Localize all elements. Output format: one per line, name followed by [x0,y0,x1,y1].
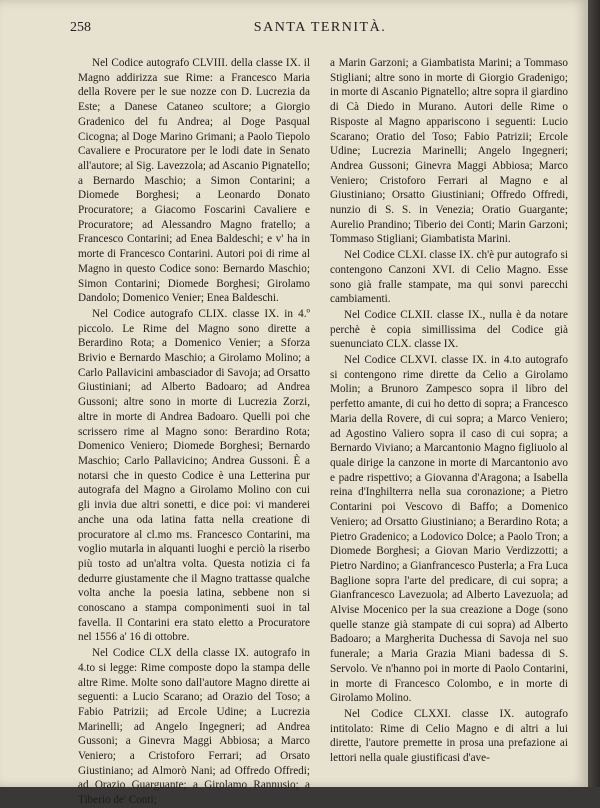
book-edge [588,0,600,787]
paragraph: Nel Codice CLX della classe IX. autografo in 4.to si legge: Rime composte dopo la stampa delle altre Rime. Molte sono dall'autore Magno dirette ai seguenti: a Lucio Scarano; ad Orazio del Toso; a Fabio Patrizii; ad Ercole Udine; a Lucrezia Marinelli; ad Angelo Ingegneri; ad Andrea Gussoni; a Ginevra Maggi Abbiosa; a Marco Veniero; a Cristoforo Ferrari; ad Orsato Giustiniano; ad Almorò Nani; ad Offredo Offredi; ad Orazio Guarguante; a Girolamo Rannusio; a Tiberio de' Conti; [78,647,310,807]
paragraph: Nel Codice autografo CLVIII. della classe IX. il Magno addirizza sue Rime: a Francesco Maria della Rovere per le sue nozze con D. Lucrezia da Este; a Danese Cataneo scultore; a Giorgio Gradenico del fu Andrea; al Doge Pasqual Cicogna; al Doge Marino Grimani; a Paolo Tiepolo Cavaliere e Procuratore per le lodi date in Senato all'autore; al Sig. Lavezzola; ad Ascanio Pignatello; a Bernardo Maschio; a Simon Contarini; a Diomede Borghesi; a Leonardo Donato Procuratore; a Giacomo Foscarini Cavaliere e Procuratore; ad Alessandro Magno fratello; a Francesco Contarini; ad Enea Baldeschi; e v' ha in morte di Francesco Contarini. Autori poi di rime al Magno in questo Codice sono: Bernardo Maschio; Simon Contarini; Diomede Borghesi; Girolamo Dandolo; Domenico Venier; Enea Baldeschi. [78,57,310,305]
page-header [70,20,570,42]
paragraph: Nel Codice CLXI. classe IX. ch'è pur autografo si contengono Canzoni XVI. di Celio Magno. Esse sono già fralle stampate, ma qui sonvi parecchi cambiamenti. [330,249,568,306]
page-number: 258 [70,20,91,35]
left-text-column [78,56,310,807]
paragraph: a Marin Garzoni; a Giambatista Marini; a Tommaso Stigliani; altre sono in morte di Giorgio Gradenigo; in morte di Ascanio Pignatello; altre sopra il giardino di Cà Diedo in Murano. Autori delle Rime o Risposte al Magno appariscono i seguenti: Lucio Scarano; Oratio del Toso; Fabio Patrizii; Ercole Udine; Lucrezia Marinelli; Angelo Ingegneri; Andrea Gussoni; Ginevra Maggi Abbiosa; Marco Veniero; Cristoforo Ferrari al Magno e al Giustiniano; Orsatto Giustiniani; Offredo Offredi, nunzio di S. S. in Venezia; Oratio Guargante; Aurelio Prandino; Tiberio dei Conti; Marin Garzoni; Tommaso Stigliani; Giambatista Marini. [330,57,568,246]
running-title: SANTA TERNITÀ. [253,20,387,35]
paragraph: Nel Codice CLXII. classe IX., nulla è da notare perchè è copia simillissima del Codice già suenunciato CLX. classe IX. [330,308,568,351]
paragraph: Nel Codice CLXXI. classe IX. autografo intitolato: Rime di Celio Magno e di altri a lui dirette, l'autore premette in prosa una prefazione ai lettori nella quale giustificasi d'ave- [330,707,568,765]
paragraph: Nel Codice autografo CLIX. classe IX. in 4.º piccolo. Le Rime del Magno sono dirette a Berardino Rota; a Domenico Venier; a Sforza Brivio e Bernardo Maschio; a Girolamo Molino; a Carlo Pallavicini ambasciador di Savoja; ad Orsatto Giustiniani; ad Alberto Badoaro; ad Andrea Gussoni; altre sono in morte di Lucrezia Zorzi, altre in morte di Andrea Badoaro. Quelli poi che scrissero rime al Magno sono: Berardino Rota; Domenico Veniero; Diomede Borghesi; Bernardo Maschio; Carlo Pallavicino; Andrea Gussoni. È a notarsi che in questo Codice è una Letterina pur autografa del Magno a Girolamo Molino con cui gli invia due altri sonetti, e dice poi: vi manderei anche una oda latina fatta nella creatione di procuratore al cl.mo ms. Francesco Contarini, ma voglio mutarla in alquanti luoghi e perciò la riserbo più tosto ad un'altra volta. Questa notizia ci fa dedurre giustamente che il Magno trattasse qualche volta anche la poesia latina, sebbene non si conoscano a stampa componimenti suoi in tal favella. Il Contarini era stato eletto a Procuratore nel 1556 a' 16 di ottobre. [78,307,310,644]
paragraph: Nel Codice CLXVI. classe IX. in 4.to autografo si contengono rime dirette da Celio a Girolamo Molin; a Brunoro Zampesco sopra il libro del perfetto amante, di cui ho detto di sopra; a Francesco Maria della Rovere, di cui sopra; a Marco Veniero; ad Agostino Valiero sopra il caso di cui sopra; a Bernardo Viviano; a Marcantonio Magno figliuolo al quale dirige la canzone in morte di Marcantonio avo e padre rispettivo; a Giovanna d'Aragona; a Isabella reina d'Inghilterra nella sua coronazione; a Pietro Contarini poi Vescovo di Baffo; a Domenico Veniero; ad Orsatto Giustiniano; a Berardino Rota; a Pietro Gradenico; a Lodovico Dolce; a Paolo Tron; a Diomede Borghesi; a Giovan Mario Verdizzotti; a Pietro Nardino; a Gianfrancesco Pusterla; a Fra Luca Baglione sopra l'arte del predicare, di cui sopra; a Gianfrancesco Lavezuola; ad Alberto Lavezuola; ad Alvise Mocenico per la sua creazione a Doge (sono quelle stanze già stampate di cui sopra) ad Alberto Badoaro; a Margherita Duchessa di Savoja nel suo funerale; a Maria Grazia Miani badessa di S. Servolo. Ve n'hanno poi in morte di Paolo Contarini, in morte di Francesco Colombo, e in morte di Girolamo Molino. [330,354,568,705]
right-text-column [330,56,568,778]
